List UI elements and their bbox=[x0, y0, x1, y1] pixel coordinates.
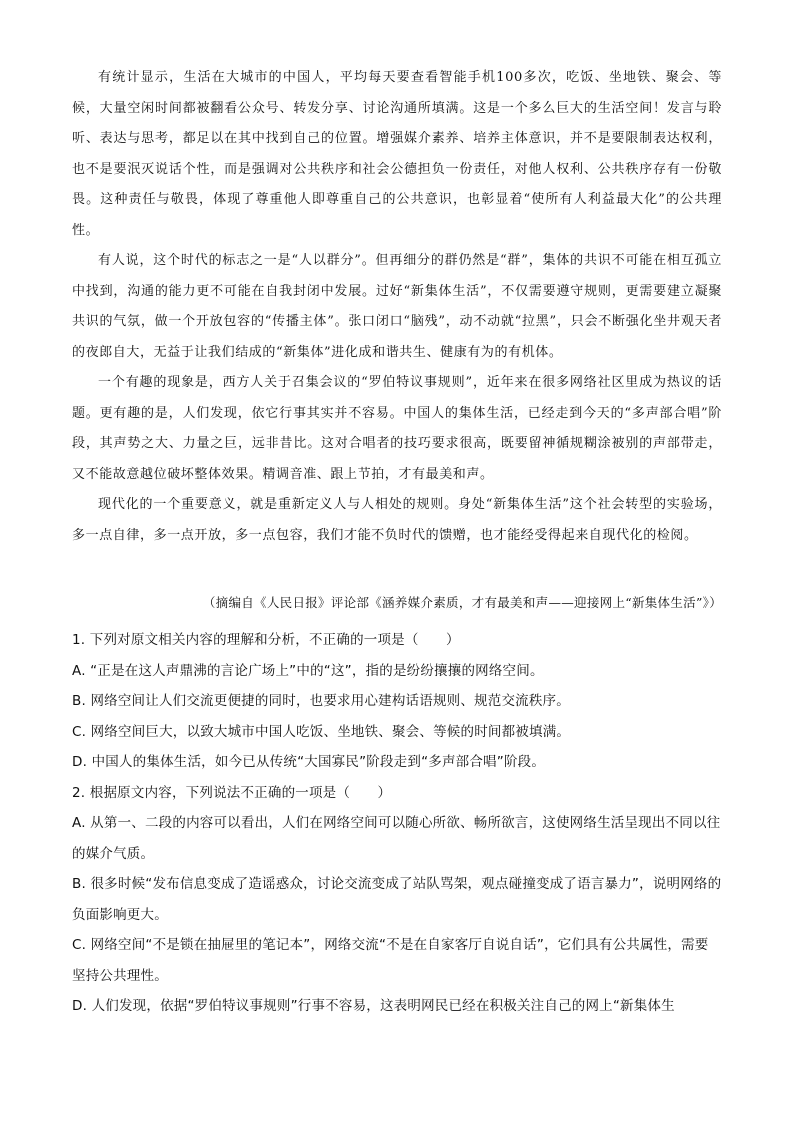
reading-passage bbox=[72, 63, 722, 551]
question-option: A. 从第一、二段的内容可以看出，人们在网络空间可以随心所欲、畅所欲言，这使网络生活呈现出不同以往的媒介气质。 bbox=[72, 815, 721, 862]
passage-source: （摘编自《人民日报》评论部《涵养媒介素质，才有最美和声——迎接网上“新集体生活”》） bbox=[202, 595, 722, 610]
question-option: B. 很多时候“发布信息变成了造谣惑众，讨论交流变成了站队骂架，观点碰撞变成了语言暴力”，说明网络的负面影响更大。 bbox=[72, 876, 722, 923]
question-2 bbox=[72, 778, 722, 1022]
passage-paragraph-2: 有人说，这个时代的标志之一是“人以群分”。但再细分的群仍然是“群”，集体的共识不可能在相互孤立中找到，沟通的能力更不可能在自我封闭中发展。过好“新集体生活”，不仅需要遵守规则，更需要建立凝聚共识的气氛，做一个开放包容的“传播主体”。张口闭口“脑残”，动不动就“拉黑”，只会不断强化坐井观天者的夜郎自大，无益于让我们结成的“新集体”进化成和谐共生、健康有为的有机体。 bbox=[72, 253, 722, 360]
question-option: C. 网络空间巨大，以致大城市中国人吃饭、坐地铁、聚会、等候的时间都被填满。 bbox=[72, 723, 571, 740]
passage-paragraph-4: 现代化的一个重要意义，就是重新定义人与人相处的规则。身处“新集体生活”这个社会转型的实验场，多一点自律，多一点开放，多一点包容，我们才能不负时代的馈赠，也才能经受得起来自现代化的检阅。 bbox=[72, 497, 722, 543]
question-1 bbox=[72, 625, 722, 778]
question-stem: 1. 下列对原文相关内容的理解和分析，不正确的一项是（ ） bbox=[72, 632, 460, 648]
question-option: B. 网络空间让人们交流更便捷的同时，也要求用心建构话语规则、规范交流秩序。 bbox=[72, 693, 570, 709]
question-option: D. 中国人的集体生活，如今已从传统“大国寡民”阶段走到“多声部合唱”阶段。 bbox=[72, 754, 546, 770]
question-stem: 2. 根据原文内容，下列说法不正确的一项是（ ） bbox=[72, 784, 392, 801]
passage-paragraph-3: 一个有趣的现象是，西方人关于召集会议的“罗伯特议事规则”，近年来在很多网络社区里成为热议的话题。更有趣的是，人们发现，依它行事其实并不容易。中国人的集体生活，已经走到今天的“多声部合唱”阶段，其声势之大、力量之巨，远非昔比。这对合唱者的技巧要求很高，既要留神循规糊涂被别的声部带走，又不能故意越位破坏整体效果。精调音准、跟上节拍，才有最美和声。 bbox=[72, 375, 722, 482]
question-list bbox=[72, 625, 722, 1022]
question-option: C. 网络空间“不是锁在抽屉里的笔记本”，网络交流“不是在自家客厅自说自话”，它们具有公共属性，需要坚持公共理性。 bbox=[72, 937, 709, 984]
passage-paragraph-1: 有统计显示，生活在大城市的中国人，平均每天要查看智能手机100多次，吃饭、坐地铁、聚会、等候，大量空闲时间都被翻看公众号、转发分享、讨论沟通所填满。这是一个多么巨大的生活空间！发言与聆听、表达与思考，都足以在其中找到自己的位置。增强媒介素养、培养主体意识，并不是要限制表达权利，也不是要泯灭说话个性，而是强调对公共秩序和社会公德担负一份责任，对他人权利、公共秩序存有一份敬畏。这种责任与敬畏，体现了尊重他人即尊重自己的公共意识，也彰显着“使所有人利益最大化”的公共理性。 bbox=[72, 70, 722, 238]
question-option: D. 人们发现，依据“罗伯特议事规则”行事不容易，这表明网民已经在积极关注自己的网上“新集体生 bbox=[72, 998, 675, 1014]
question-option: A. “正是在这人声鼎沸的言论广场上”中的“这”，指的是纷纷攘攘的网络空间。 bbox=[72, 662, 544, 679]
